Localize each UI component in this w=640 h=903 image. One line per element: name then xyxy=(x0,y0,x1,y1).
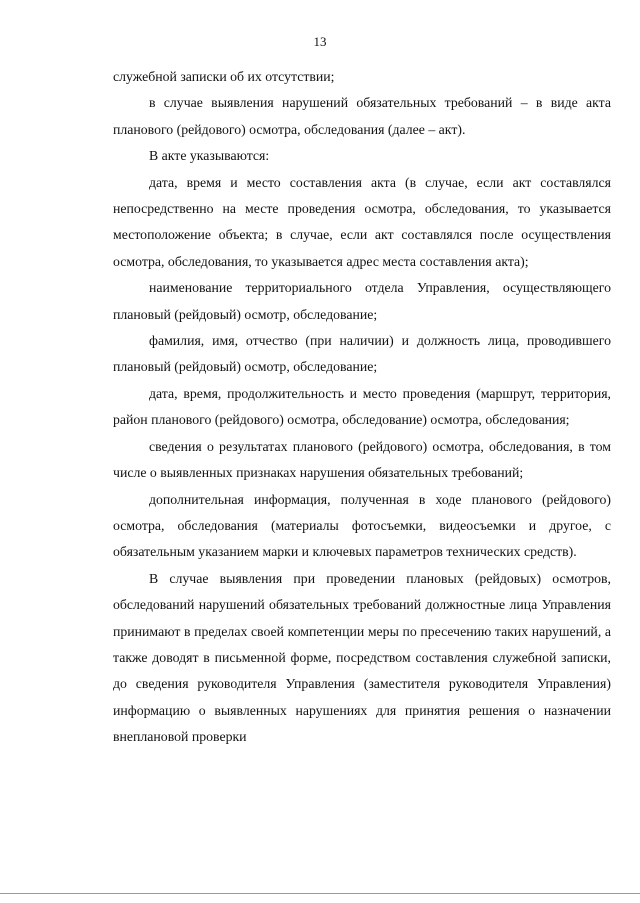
paragraph: фамилия, имя, отчество (при наличии) и должность лица, проводившего плановый (рейдовый) осмотр, обследование; xyxy=(113,333,611,375)
page-number: 13 xyxy=(313,34,327,49)
paragraph: дата, время, продолжительность и место проведения (маршрут, территория, район планового (рейдового) осмотра, обследование) осмотра, обследования; xyxy=(113,385,611,428)
paragraph: сведения о результатах планового (рейдового) осмотра, обследования, в том числе о выявленных признаках нарушения обязательных требований; xyxy=(113,438,611,481)
paragraph: наименование территориального отдела Управления, осуществляющего плановый (рейдовый) осмотр, обследование; xyxy=(113,280,611,322)
paragraph: дополнительная информация, полученная в ходе планового (рейдового) осмотра, обследования (материалы фотосъемки, видеосъемки и другое, с обязательным указанием марки и ключевых параметров технических средств). xyxy=(113,491,611,560)
paragraph: в случае выявления нарушений обязательных требований – в виде акта планового (рейдового) осмотра, обследования (далее – акт). xyxy=(113,95,611,137)
document-body xyxy=(113,64,611,751)
paragraph: В случае выявления при проведении плановых (рейдовых) осмотров, обследований нарушений обязательных требований должностные лица Управления принимают в пределах своей компетенции меры по пресечению таких нарушений, а также доводят в письменной форме, посредством составления служебной записки, до сведения руководителя Управления (заместителя руководителя Управления) информацию о выявленных нарушениях для принятия решения о назначении внеплановой проверки xyxy=(113,570,611,745)
paragraph: служебной записки об их отсутствии; xyxy=(113,69,335,84)
paragraph: В акте указываются: xyxy=(149,148,270,164)
bottom-divider xyxy=(0,893,640,894)
paragraph: дата, время и место составления акта (в случае, если акт составлялся непосредственно на месте проведения осмотра, обследования, то указывается местоположение объекта; в случае, если акт составлялся после осуществления осмотра, обследования, то указывается адрес места составления акта); xyxy=(113,174,611,269)
